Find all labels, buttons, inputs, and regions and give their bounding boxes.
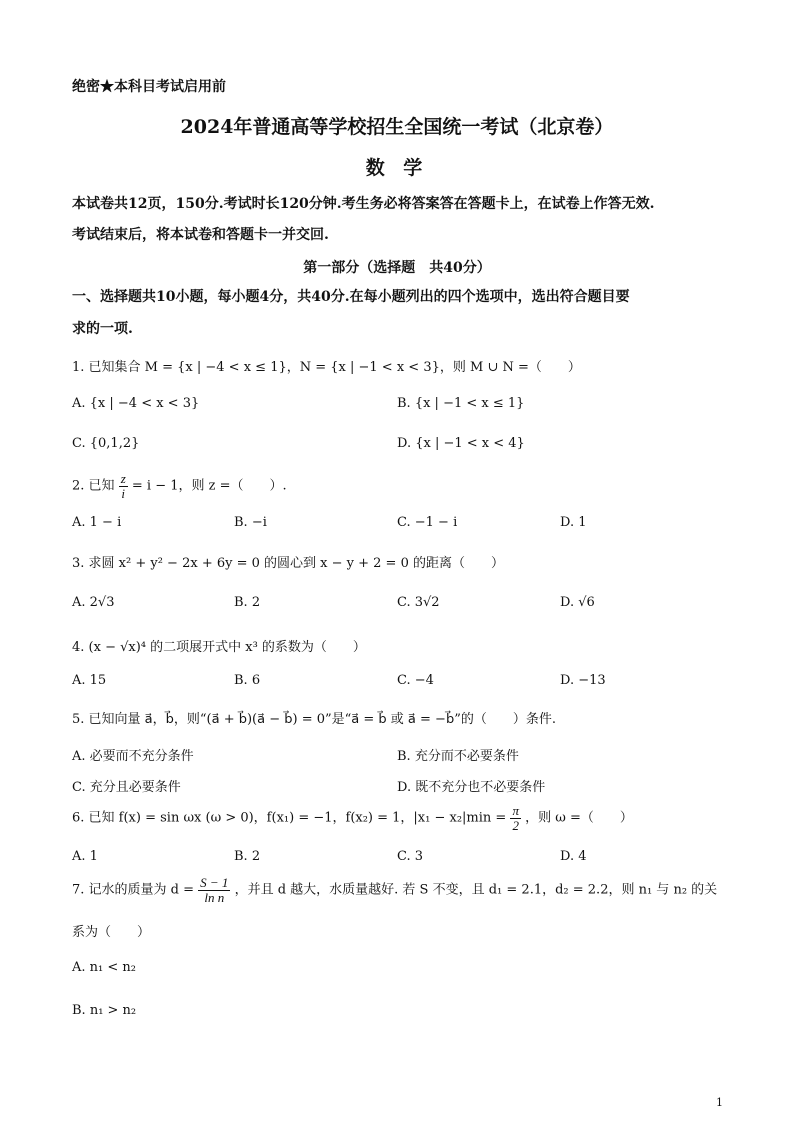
- q2-fraction-denominator: i: [121, 485, 126, 501]
- instructions-line-1: 本试卷共12页，150分.考试时长120分钟.考生务必将答案答在答题卡上，在试卷上作答无效.: [72, 196, 655, 212]
- q5-option-b[interactable]: B. 充分而不必要条件: [397, 749, 519, 764]
- q6-option-a[interactable]: A. 1: [72, 849, 98, 864]
- q6-fraction-numerator: π: [512, 803, 519, 818]
- q7-stem: [72, 876, 717, 904]
- q6-option-b[interactable]: B. 2: [234, 849, 261, 864]
- instructions-line-2: 考试结束后，将本试卷和答题卡一并交回.: [72, 227, 329, 243]
- q4-option-c[interactable]: C. −4: [397, 673, 434, 688]
- subject-title: 数 学: [365, 157, 429, 179]
- q7-option-b[interactable]: B. n₁ > n₂: [72, 1003, 137, 1018]
- q5-option-d[interactable]: D. 既不充分也不必要条件: [397, 780, 546, 795]
- q2-stem-pre: 2. 已知: [72, 478, 115, 494]
- q2-option-b[interactable]: B. −i: [234, 515, 267, 530]
- q6-option-d[interactable]: D. 4: [560, 849, 587, 864]
- exam-title: 2024年普通高等学校招生全国统一考试（北京卷）: [180, 116, 614, 138]
- q6-fraction-denominator: 2: [512, 817, 519, 833]
- q7-stem-pre: 7. 记水的质量为 d =: [72, 882, 199, 898]
- q4-option-d[interactable]: D. −13: [560, 673, 606, 688]
- q3-option-d[interactable]: D. √6: [560, 595, 595, 610]
- q7-fraction-numerator: S − 1: [200, 875, 229, 890]
- q6-stem: [72, 804, 633, 832]
- q3-option-a[interactable]: A. 2√3: [72, 595, 115, 610]
- q7-option-a[interactable]: A. n₁ < n₂: [72, 960, 136, 975]
- q1-option-a[interactable]: A. {x | −4 < x < 3}: [72, 396, 200, 411]
- part1-intro-line-1: 一、选择题共10小题，每小题4分，共40分.在每小题列出的四个选项中，选出符合题目要: [72, 289, 630, 305]
- q2-stem-post: = i − 1，则 z =（ ）.: [131, 478, 287, 494]
- part1-intro-line-2: 求的一项.: [72, 321, 133, 337]
- q7-stem-line-2: 系为（ ）: [72, 925, 151, 940]
- q5-stem: 5. 已知向量 a⃗，b⃗，则“(a⃗ + b⃗)(a⃗ − b⃗) = 0”是“a⃗ = b⃗ 或 a⃗ = −b⃗”的（ ）条件.: [72, 712, 556, 727]
- q2-option-d[interactable]: D. 1: [560, 515, 587, 530]
- q2-option-a[interactable]: A. 1 − i: [72, 515, 122, 530]
- q2-fraction: [119, 472, 128, 500]
- q3-option-b[interactable]: B. 2: [234, 595, 261, 610]
- q1-option-b[interactable]: B. {x | −1 < x ≤ 1}: [397, 396, 525, 411]
- q4-option-b[interactable]: B. 6: [234, 673, 261, 688]
- q3-stem: 3. 求圆 x² + y² − 2x + 6y = 0 的圆心到 x − y + 2 = 0 的距离（ ）: [72, 556, 504, 571]
- q2-fraction-numerator: z: [120, 471, 126, 486]
- q6-option-c[interactable]: C. 3: [397, 849, 424, 864]
- q1-option-c[interactable]: C. {0,1,2}: [72, 436, 140, 451]
- page-number: 1: [716, 1096, 723, 1109]
- q3-option-c[interactable]: C. 3√2: [397, 595, 440, 610]
- part1-heading: 第一部分（选择题 共40分）: [303, 260, 491, 276]
- q7-fraction: [198, 876, 230, 904]
- q7-fraction-denominator: ln n: [204, 889, 225, 905]
- q7-stem-post: ，并且 d 越大，水质量越好. 若 S 不变，且 d₁ = 2.1，d₂ = 2.2，则 n₁ 与 n₂ 的关: [234, 882, 718, 898]
- q2-option-c[interactable]: C. −1 − i: [397, 515, 458, 530]
- q5-option-a[interactable]: A. 必要而不充分条件: [72, 749, 194, 764]
- q6-stem-post: ，则 ω =（ ）: [525, 810, 633, 826]
- q6-stem-pre: 6. 已知 f(x) = sin ωx (ω > 0)，f(x₁) = −1，f(x₂) = 1，|x₁ − x₂|min =: [72, 810, 511, 826]
- q2-stem: [72, 472, 287, 500]
- q4-option-a[interactable]: A. 15: [72, 673, 107, 688]
- q1-stem: 1. 已知集合 M = {x | −4 < x ≤ 1}，N = {x | −1 < x < 3}，则 M ∪ N =（ ）: [72, 360, 581, 375]
- q6-fraction: [510, 804, 521, 832]
- q4-stem: 4. (x − √x)⁴ 的二项展开式中 x³ 的系数为（ ）: [72, 640, 366, 655]
- q5-option-c[interactable]: C. 充分且必要条件: [72, 780, 181, 795]
- q1-option-d[interactable]: D. {x | −1 < x < 4}: [397, 436, 525, 451]
- confidential-label: 绝密★本科目考试启用前: [72, 79, 226, 95]
